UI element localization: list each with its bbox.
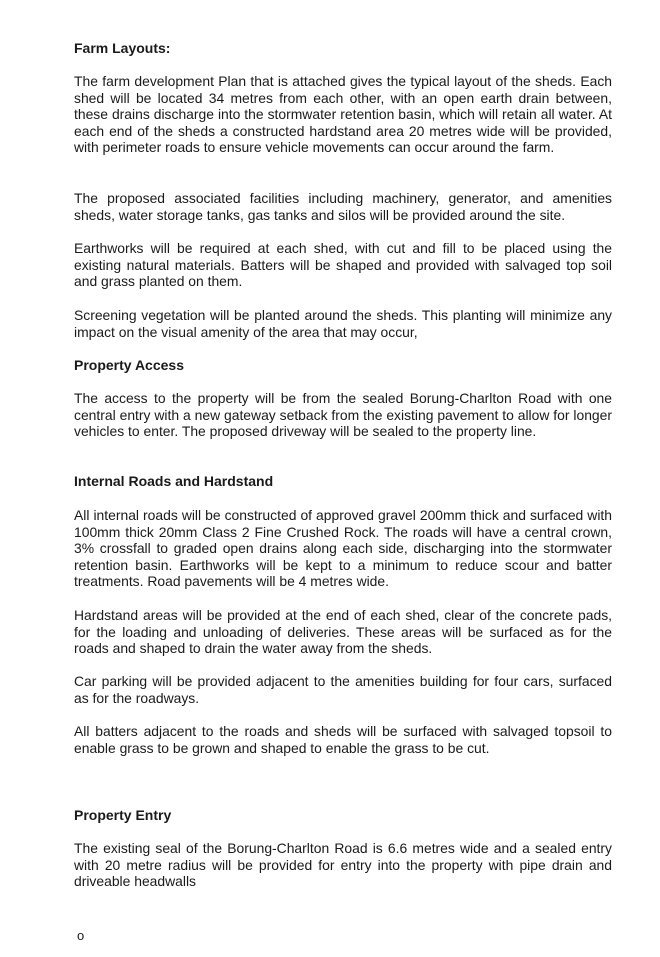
heading-property-access: Property Access: [74, 357, 184, 373]
internal-roads-paragraph-4: All batters adjacent to the roads and sheds will be surfaced with salvaged topsoil to enable grass to be grown and shaped to enable the grass to be cut.: [74, 723, 612, 756]
internal-roads-paragraph-2: Hardstand areas will be provided at the end of each shed, clear of the concrete pads, for the loading and unloading of deliveries. These areas will be surfaced as for the roads and shaped to drain the water away from the sheds.: [74, 607, 612, 657]
heading-property-entry: Property Entry: [74, 807, 172, 823]
property-entry-paragraph-1: The existing seal of the Borung-Charlton Road is 6.6 metres wide and a sealed entry with 20 metre radius will be provided for entry into the property with pipe drain and driveable headwalls: [74, 840, 612, 890]
farm-layouts-paragraph-1: The farm development Plan that is attached gives the typical layout of the sheds. Each shed will be located 34 metres from each other, with an open earth drain between, these drains discharge into the stormwater retention basin, which will retain all water. At each end of the sheds a constructed hardstand area 20 metres wide will be provided, with perimeter roads to ensure vehicle movements can occur around the farm.: [74, 73, 612, 156]
heading-internal-roads: Internal Roads and Hardstand: [74, 473, 274, 489]
heading-farm-layouts: Farm Layouts:: [74, 40, 171, 56]
farm-layouts-paragraph-2: The proposed associated facilities including machinery, generator, and amenities sheds, water storage tanks, gas tanks and silos will be provided around the site.: [74, 190, 612, 223]
internal-roads-paragraph-3: Car parking will be provided adjacent to the amenities building for four cars, surfaced as for the roadways.: [74, 673, 612, 706]
farm-layouts-paragraph-4: Screening vegetation will be planted around the sheds. This planting will minimize any impact on the visual amenity of the area that may occur,: [74, 307, 612, 340]
internal-roads-paragraph-1: All internal roads will be constructed of approved gravel 200mm thick and surfaced with 100mm thick 20mm Class 2 Fine Crushed Rock. The roads will have a central crown, 3% crossfall to graded open drains along each side, discharging into the stormwater retention basin. Earthworks will be kept to a minimum to reduce scour and batter treatments. Road pavements will be 4 metres wide.: [74, 507, 612, 590]
page-number: o: [77, 928, 85, 943]
property-access-paragraph-1: The access to the property will be from the sealed Borung-Charlton Road with one central entry with a new gateway setback from the existing pavement to allow for longer vehicles to enter. The proposed driveway will be sealed to the property line.: [74, 390, 612, 440]
farm-layouts-paragraph-3: Earthworks will be required at each shed, with cut and fill to be placed using the existing natural materials. Batters will be shaped and provided with salvaged top soil and grass planted on them.: [74, 240, 612, 290]
